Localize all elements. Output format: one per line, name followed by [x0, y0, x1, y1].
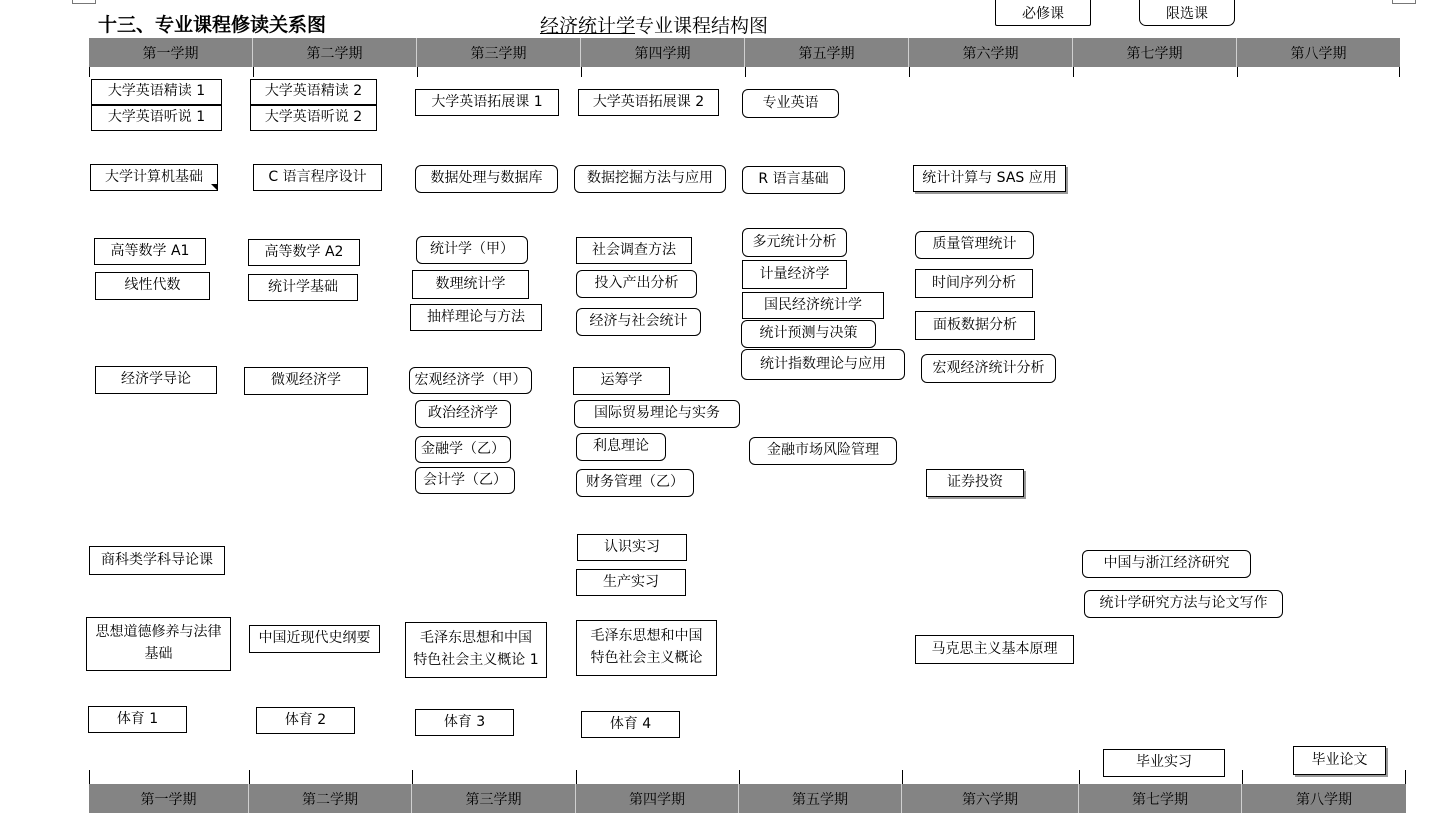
course-linear-algebra: 线性代数 [95, 272, 210, 300]
course-grad-thesis: 毕业论文 [1293, 746, 1386, 775]
course-interest-theory: 利息理论 [576, 433, 666, 461]
top-tick [1399, 67, 1400, 77]
course-morality [86, 617, 231, 671]
chart-title-rest: 专业课程结构图 [635, 15, 769, 37]
semester-top-1: 第一学期 [89, 38, 253, 67]
course-eng-read-2: 大学英语精读 2 [250, 79, 377, 105]
course-econ-social-stats: 经济与社会统计 [576, 308, 701, 336]
course-morality-line2: 基础 [144, 646, 173, 662]
course-mao-4 [576, 620, 717, 676]
course-intro-econ: 经济学导论 [95, 366, 217, 394]
course-forecasting: 统计预测与决策 [741, 320, 876, 348]
course-prof-english: 专业英语 [742, 89, 839, 118]
top-tick [89, 67, 90, 77]
bottom-tick [89, 770, 90, 784]
course-econometrics: 计量经济学 [742, 260, 847, 289]
semester-bottom-4: 第四学期 [576, 784, 739, 813]
course-c-programming: C 语言程序设计 [253, 164, 382, 191]
bottom-tick [412, 770, 413, 784]
semester-header-bottom [89, 784, 1406, 813]
course-sampling: 抽样理论与方法 [410, 304, 542, 331]
course-panel-data: 面板数据分析 [915, 311, 1035, 340]
course-grad-internship: 毕业实习 [1103, 749, 1225, 777]
course-financial-mgmt: 财务管理（乙） [576, 469, 694, 497]
bottom-tick [1242, 770, 1243, 784]
bottom-tick [902, 770, 903, 784]
chart-title-major: 经济统计学 [540, 15, 636, 37]
course-social-survey: 社会调查方法 [576, 237, 692, 264]
top-tick [1073, 67, 1074, 77]
bottom-tick [249, 770, 250, 784]
top-tick [745, 67, 746, 77]
course-mao-3 [405, 622, 547, 678]
fold-corner-icon [211, 184, 218, 191]
course-micro: 微观经济学 [244, 367, 368, 395]
course-macro-analysis: 宏观经济统计分析 [921, 354, 1056, 383]
semester-top-6: 第六学期 [909, 38, 1073, 67]
course-computer-basics: 大学计算机基础 [90, 164, 218, 191]
course-eng-listen-2: 大学英语听说 2 [250, 105, 377, 131]
course-math-a2: 高等数学 A2 [248, 239, 360, 266]
semester-top-2: 第二学期 [253, 38, 417, 67]
semester-bottom-3: 第三学期 [412, 784, 576, 813]
course-mao-4-line1: 毛泽东思想和中国 [590, 628, 703, 645]
course-macro-a: 宏观经济学（甲） [409, 367, 532, 394]
bottom-tick [576, 770, 577, 784]
semester-bottom-2: 第二学期 [249, 784, 412, 813]
course-input-output: 投入产出分析 [576, 270, 697, 298]
semester-top-5: 第五学期 [745, 38, 909, 67]
semester-bottom-5: 第五学期 [739, 784, 902, 813]
semester-top-4: 第四学期 [581, 38, 745, 67]
course-math-a1: 高等数学 A1 [94, 238, 206, 265]
course-production-practice: 生产实习 [576, 569, 686, 596]
course-index-theory: 统计指数理论与应用 [741, 349, 905, 380]
semester-bottom-6: 第六学期 [902, 784, 1079, 813]
section-title: 十三、专业课程修读关系图 [98, 14, 327, 36]
course-eng-ext-2: 大学英语拓展课 2 [578, 89, 719, 116]
course-mao-3-line2: 特色社会主义概论 1 [413, 652, 539, 668]
course-eng-read-1: 大学英语精读 1 [91, 79, 222, 105]
chart-title [540, 11, 768, 38]
course-mao-4-line2: 特色社会主义概论 [590, 650, 703, 666]
course-r-basics: R 语言基础 [742, 166, 845, 194]
course-national-accounts: 国民经济统计学 [742, 292, 884, 319]
top-tick [417, 67, 418, 77]
bottom-tick [739, 770, 740, 784]
semester-top-7: 第七学期 [1073, 38, 1237, 67]
course-pe-1: 体育 1 [88, 706, 187, 733]
top-tick [1237, 67, 1238, 77]
course-cognition-practice: 认识实习 [577, 534, 687, 561]
course-eng-ext-1: 大学英语拓展课 1 [415, 89, 559, 116]
course-china-zhejiang: 中国与浙江经济研究 [1082, 550, 1251, 578]
course-math-stats: 数理统计学 [412, 270, 529, 299]
bottom-tick [1079, 770, 1080, 784]
semester-top-8: 第八学期 [1290, 45, 1347, 62]
course-research-methods: 统计学研究方法与论文写作 [1084, 590, 1283, 618]
semester-header-top [89, 38, 1400, 67]
course-political-econ: 政治经济学 [415, 400, 511, 428]
course-securities: 证券投资 [926, 469, 1024, 497]
bottom-tick [1405, 770, 1406, 784]
course-multivariate: 多元统计分析 [742, 228, 847, 257]
corner-mark-left [72, 0, 96, 4]
course-finance-b: 金融学（乙） [415, 436, 511, 463]
course-stat-basics: 统计学基础 [248, 274, 358, 301]
semester-bottom-1: 第一学期 [89, 784, 249, 813]
course-morality-line1: 思想道德修养与法律 [95, 624, 222, 641]
course-data-mining: 数据挖掘方法与应用 [574, 165, 726, 193]
course-pe-4: 体育 4 [581, 711, 680, 738]
corner-mark-right [1392, 0, 1416, 4]
legend-optional: 限选课 [1139, 0, 1235, 26]
course-mao-3-line1: 毛泽东思想和中国 [420, 630, 532, 647]
course-quality-mgmt: 质量管理统计 [915, 231, 1034, 259]
legend-required: 必修课 [995, 0, 1091, 26]
semester-bottom-8: 第八学期 [1296, 791, 1352, 808]
course-business-intro: 商科类学科导论课 [89, 546, 225, 575]
top-tick [253, 67, 254, 77]
course-operations: 运筹学 [573, 367, 670, 395]
course-time-series: 时间序列分析 [915, 269, 1033, 298]
course-statistics-a: 统计学（甲） [416, 236, 528, 264]
course-accounting-b: 会计学（乙） [415, 467, 515, 494]
course-sas: 统计计算与 SAS 应用 [913, 165, 1066, 192]
course-data-processing: 数据处理与数据库 [415, 165, 558, 193]
top-tick [581, 67, 582, 77]
course-eng-listen-1: 大学英语听说 1 [91, 105, 222, 131]
course-financial-risk: 金融市场风险管理 [749, 437, 897, 465]
top-tick [909, 67, 910, 77]
semester-top-3: 第三学期 [417, 38, 581, 67]
course-pe-3: 体育 3 [415, 709, 514, 736]
course-modern-history: 中国近现代史纲要 [249, 625, 380, 653]
course-marxism: 马克思主义基本原理 [915, 635, 1074, 664]
semester-bottom-7: 第七学期 [1079, 784, 1242, 813]
course-pe-2: 体育 2 [256, 707, 355, 734]
course-intl-trade: 国际贸易理论与实务 [574, 400, 740, 428]
